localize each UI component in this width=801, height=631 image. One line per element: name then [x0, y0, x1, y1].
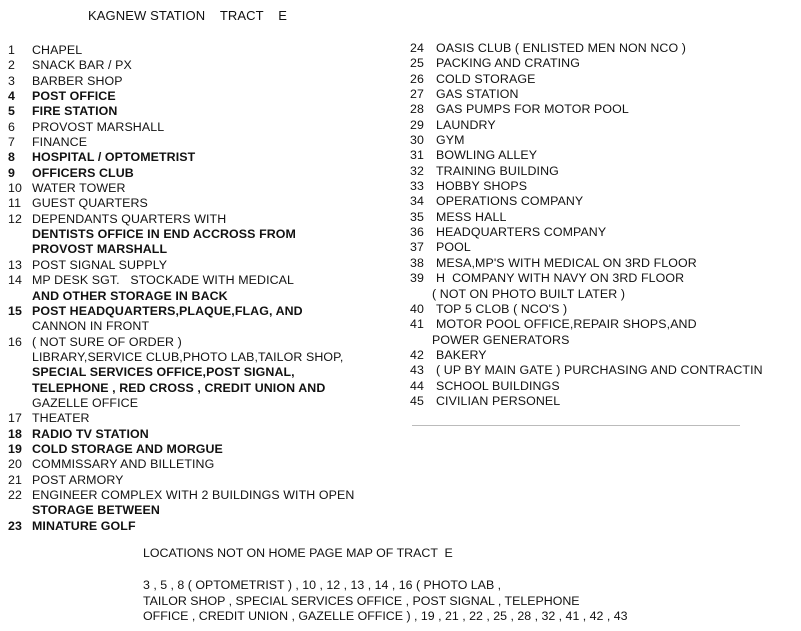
item-label: OASIS CLUB ( ENLISTED MEN NON NCO ) [436, 41, 686, 55]
list-item [8, 166, 354, 181]
item-number: 27 [410, 87, 424, 102]
list-item [8, 473, 354, 488]
item-number: 35 [410, 209, 424, 224]
item-label: ( NOT SURE OF ORDER ) [32, 334, 182, 349]
item-label: BARBER SHOP [32, 73, 123, 88]
item-label: GAS PUMPS FOR MOTOR POOL [436, 102, 629, 117]
item-number: 3 [8, 73, 15, 88]
item-label: POST SIGNAL SUPPLY [32, 257, 168, 272]
list-item [410, 72, 763, 87]
item-number: 34 [410, 194, 424, 209]
item-number: 36 [410, 225, 424, 240]
item-number: 29 [410, 117, 424, 132]
list-item [8, 442, 354, 457]
item-label: WATER TOWER [32, 181, 126, 196]
list-item [410, 302, 763, 317]
list-item [8, 242, 354, 257]
list-item [410, 333, 763, 348]
item-label: ( UP BY MAIN GATE ) PURCHASING AND CONTRACTIN [436, 363, 763, 378]
item-label: PROVOST MARSHALL [32, 119, 165, 134]
item-number: 30 [410, 133, 424, 148]
item-label: DEPENDANTS QUARTERS WITH [32, 211, 227, 226]
list-item [410, 210, 763, 225]
item-label: POWER GENERATORS [432, 332, 570, 347]
item-number: 5 [8, 104, 15, 119]
list-item [8, 196, 354, 211]
page-title: KAGNEW STATION TRACT E [88, 8, 288, 23]
item-number: 18 [8, 426, 22, 441]
item-label: PACKING AND CRATING [436, 56, 580, 71]
list-item [8, 89, 354, 104]
list-item [8, 335, 354, 350]
item-number: 8 [8, 150, 15, 165]
item-label: CANNON IN FRONT [32, 319, 150, 334]
item-number: 9 [8, 165, 15, 180]
item-number: 17 [8, 411, 22, 426]
list-item [8, 289, 354, 304]
item-label: COLD STORAGE [436, 71, 536, 86]
item-label: HEADQUARTERS COMPANY [436, 225, 607, 240]
list-item [8, 503, 354, 518]
list-item [410, 118, 763, 133]
list-item [410, 348, 763, 363]
item-number: 1 [8, 43, 15, 57]
item-number: 44 [410, 378, 424, 393]
item-label: COMMISSARY AND BILLETING [32, 457, 215, 472]
list-item [410, 271, 763, 286]
list-item [8, 273, 354, 288]
list-item [8, 181, 354, 196]
item-label: BOWLING ALLEY [436, 148, 538, 163]
item-number: 14 [8, 273, 22, 288]
list-item [410, 394, 763, 409]
item-label: POST HEADQUARTERS,PLAQUE,FLAG, AND [32, 303, 303, 318]
item-number: 2 [8, 58, 15, 73]
item-number: 39 [410, 271, 424, 286]
list-item [8, 427, 354, 442]
item-label: BAKERY [436, 347, 487, 362]
item-label: POOL [436, 240, 471, 255]
item-label: H COMPANY WITH NAVY ON 3RD FLOOR [436, 271, 685, 286]
item-number: 10 [8, 181, 22, 196]
item-label: RADIO TV STATION [32, 426, 149, 441]
item-label: GAS STATION [436, 87, 519, 102]
item-number: 32 [410, 163, 424, 178]
item-number: 37 [410, 240, 424, 255]
item-label: POST ARMORY [32, 472, 124, 487]
item-number: 22 [8, 487, 22, 502]
list-item [410, 148, 763, 163]
item-number: 28 [410, 102, 424, 117]
item-number: 6 [8, 119, 15, 134]
item-label: LIBRARY,SERVICE CLUB,PHOTO LAB,TAILOR SHOP, [32, 349, 344, 364]
item-label: AND OTHER STORAGE IN BACK [32, 288, 228, 303]
list-item [410, 225, 763, 240]
list-item [8, 135, 354, 150]
item-number: 41 [410, 317, 424, 332]
list-item [8, 381, 354, 396]
item-number: 11 [8, 196, 22, 211]
item-label: GYM [436, 133, 465, 148]
list-item [410, 41, 763, 56]
footer-heading: LOCATIONS NOT ON HOME PAGE MAP OF TRACT E [143, 546, 453, 560]
item-number: 45 [410, 393, 424, 408]
list-item [8, 58, 354, 73]
item-label: SPECIAL SERVICES OFFICE,POST SIGNAL, [32, 365, 295, 380]
item-label: FIRE STATION [32, 104, 118, 119]
item-number: 23 [8, 518, 22, 533]
item-label: LAUNDRY [436, 117, 496, 132]
list-item [410, 317, 763, 332]
item-label: POST OFFICE [32, 89, 116, 104]
list-item [410, 87, 763, 102]
list-item [8, 365, 354, 380]
item-number: 24 [410, 41, 424, 55]
item-label: SCHOOL BUILDINGS [436, 378, 560, 393]
item-number: 21 [8, 472, 22, 487]
item-number: 16 [8, 334, 22, 349]
list-item [410, 133, 763, 148]
list-item [410, 379, 763, 394]
item-number: 26 [410, 71, 424, 86]
list-item [410, 56, 763, 71]
item-label: HOSPITAL / OPTOMETRIST [32, 150, 196, 165]
item-label: DENTISTS OFFICE IN END ACCROSS FROM [32, 227, 296, 242]
item-label: TOP 5 CLOB ( NCO'S ) [436, 301, 568, 316]
item-label: TELEPHONE , RED CROSS , CREDIT UNION AND [32, 380, 326, 395]
item-label: PROVOST MARSHALL [32, 242, 168, 257]
item-label: COLD STORAGE AND MORGUE [32, 441, 223, 456]
list-item [8, 150, 354, 165]
item-number: 13 [8, 257, 22, 272]
list-item [8, 396, 354, 411]
item-label: ( NOT ON PHOTO BUILT LATER ) [432, 286, 626, 301]
item-number: 15 [8, 303, 22, 318]
item-number: 33 [410, 179, 424, 194]
item-label: CIVILIAN PERSONEL [436, 393, 561, 408]
item-label: MESS HALL [436, 209, 507, 224]
item-label: GUEST QUARTERS [32, 196, 148, 211]
item-label: OPERATIONS COMPANY [436, 194, 584, 209]
item-label: TRAINING BUILDING [436, 163, 559, 178]
item-label: MP DESK SGT. STOCKADE WITH MEDICAL [32, 273, 295, 288]
footer-line-2: TAILOR SHOP , SPECIAL SERVICES OFFICE , POST SIGNAL , TELEPHONE [143, 594, 580, 608]
list-item [8, 319, 354, 334]
list-item [8, 212, 354, 227]
item-label: FINANCE [32, 135, 88, 150]
item-number: 40 [410, 301, 424, 316]
list-item [410, 256, 763, 271]
item-label: MOTOR POOL OFFICE,REPAIR SHOPS,AND [436, 317, 697, 332]
item-number: 20 [8, 457, 22, 472]
list-item [8, 74, 354, 89]
right-location-list [410, 41, 763, 409]
list-item [8, 457, 354, 472]
item-number: 25 [410, 56, 424, 71]
item-label: CHAPEL [32, 43, 83, 57]
item-number: 31 [410, 148, 424, 163]
list-item [8, 120, 354, 135]
list-item [8, 488, 354, 503]
footer-line-3: OFFICE , CREDIT UNION , GAZELLE OFFICE ) , 19 , 21 , 22 , 25 , 28 , 32 , 41 , 42 , 43 [143, 609, 628, 623]
item-label: MINATURE GOLF [32, 518, 136, 533]
list-item [8, 43, 354, 58]
item-label: OFFICERS CLUB [32, 165, 134, 180]
item-label: ENGINEER COMPLEX WITH 2 BUILDINGS WITH OPEN [32, 487, 355, 502]
divider-line [412, 425, 740, 426]
list-item [410, 102, 763, 117]
list-item [8, 411, 354, 426]
list-item [410, 164, 763, 179]
list-item [410, 194, 763, 209]
footer-line-1: 3 , 5 , 8 ( OPTOMETRIST ) , 10 , 12 , 13 , 14 , 16 ( PHOTO LAB , [143, 578, 502, 592]
list-item [8, 227, 354, 242]
item-number: 7 [8, 135, 15, 150]
item-number: 19 [8, 441, 22, 456]
left-location-list [8, 43, 354, 534]
item-number: 42 [410, 347, 424, 362]
item-label: THEATER [32, 411, 90, 426]
list-item [410, 363, 763, 378]
list-item [410, 287, 763, 302]
item-number: 4 [8, 89, 15, 104]
list-item [8, 304, 354, 319]
list-item [410, 179, 763, 194]
item-number: 12 [8, 211, 22, 226]
list-item [8, 519, 354, 534]
item-label: MESA,MP'S WITH MEDICAL ON 3RD FLOOR [436, 255, 697, 270]
list-item [8, 258, 354, 273]
item-label: SNACK BAR / PX [32, 58, 132, 73]
item-number: 38 [410, 255, 424, 270]
item-number: 43 [410, 363, 424, 378]
list-item [8, 350, 354, 365]
list-item [410, 240, 763, 255]
item-label: STORAGE BETWEEN [32, 503, 160, 518]
item-label: GAZELLE OFFICE [32, 395, 139, 410]
list-item [8, 104, 354, 119]
item-label: HOBBY SHOPS [436, 179, 528, 194]
